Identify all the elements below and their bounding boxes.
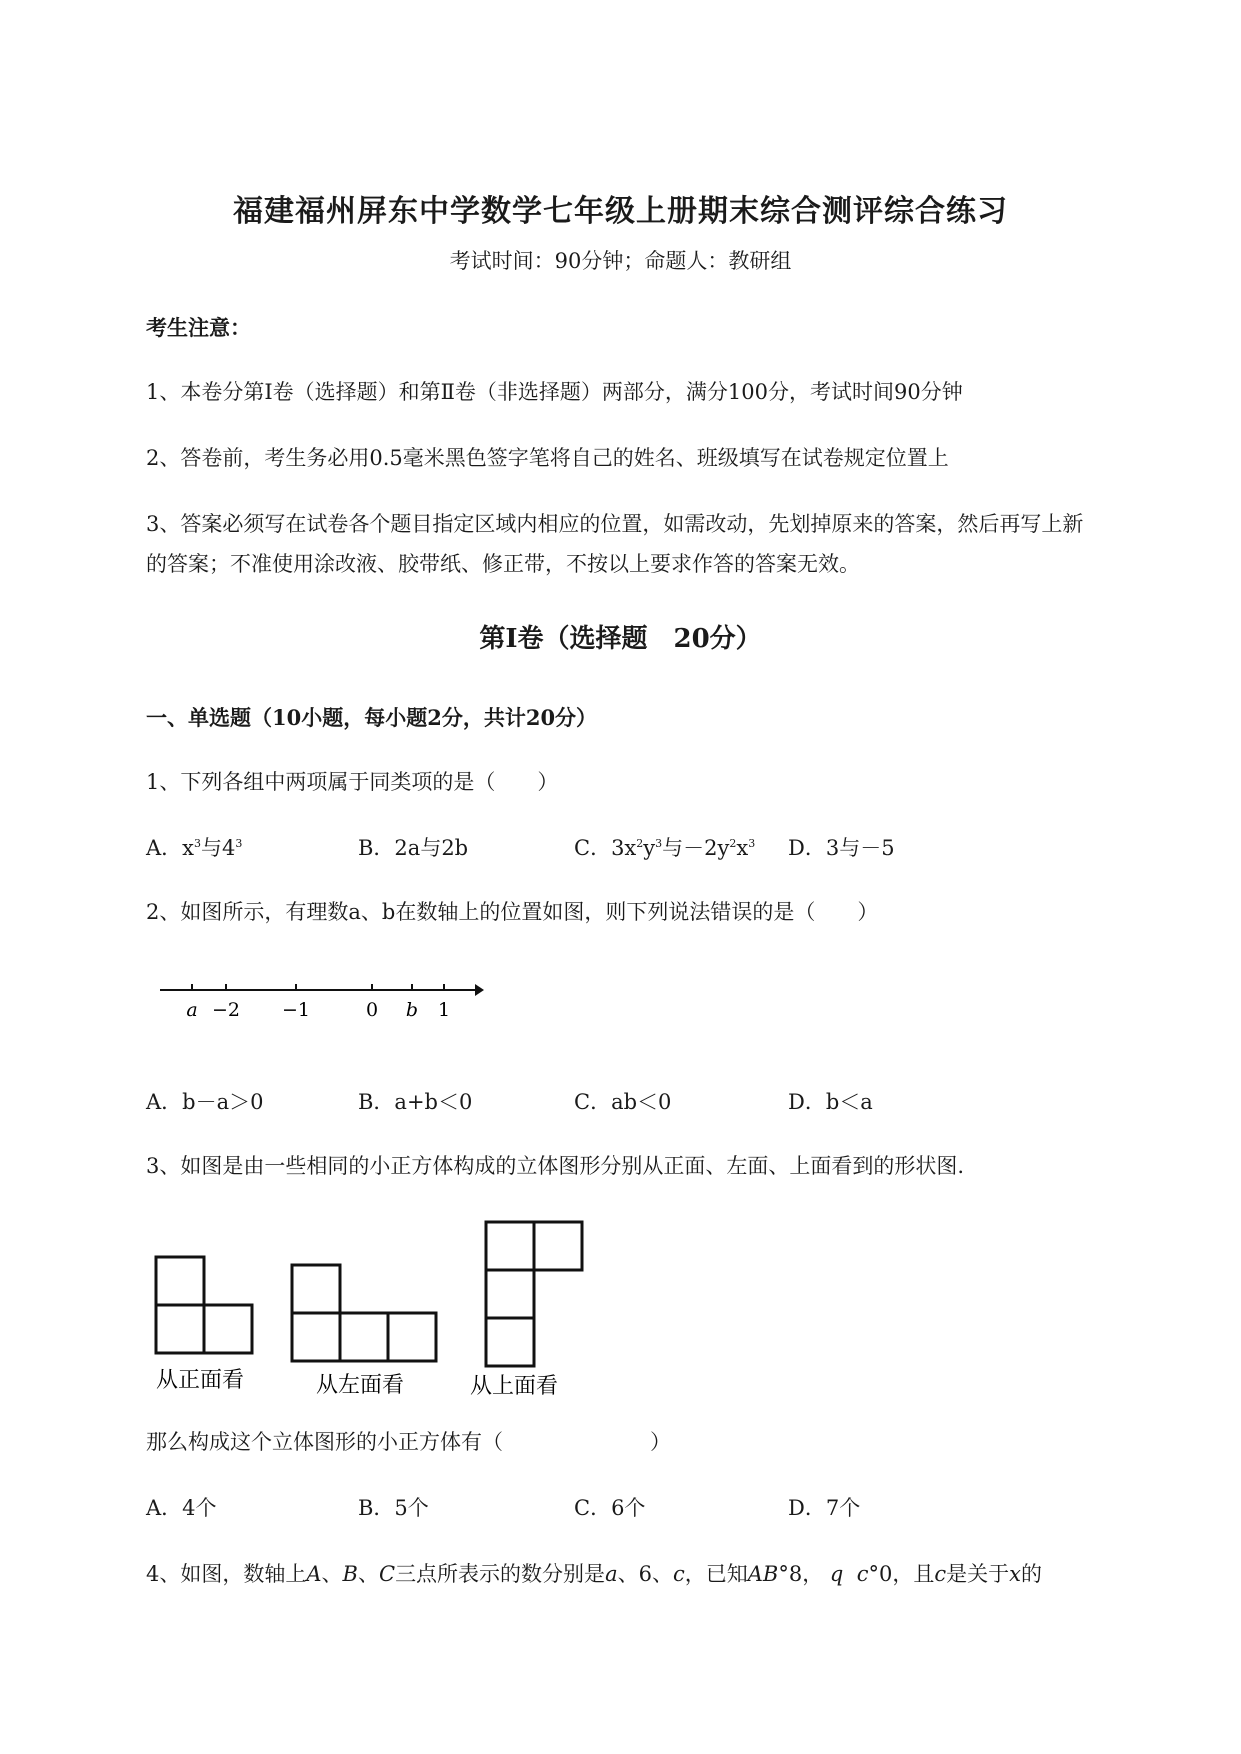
notice-item-3: 3、答案必须写在试卷各个题目指定区域内相应的位置，如需改动，先划掉原来的答案，然后再写上新 — [146, 512, 1084, 536]
left-view-label: 从左面看 — [316, 1373, 405, 1395]
left-view — [292, 1265, 436, 1361]
axis-label-minus-2: −2 — [211, 999, 241, 1021]
part-heading: 一、单选题（10小题，每小题2分，共计20分） — [146, 705, 598, 730]
front-view-label: 从正面看 — [156, 1368, 245, 1393]
question-3-option-a: A．4个 — [146, 1496, 217, 1520]
notice-heading: 考生注意： — [146, 315, 251, 340]
question-3-option-b: B．5个 — [358, 1496, 429, 1520]
question-2-option-d: D．b＜a — [788, 1090, 873, 1114]
question-2-stem: 2、如图所示，有理数a、b在数轴上的位置如图，则下列说法错误的是（ ） — [146, 900, 879, 924]
front-view — [156, 1257, 252, 1353]
top-view-label: 从上面看 — [470, 1374, 559, 1395]
number-line-figure — [150, 970, 490, 1040]
axis-label-a: a — [186, 999, 198, 1021]
question-3-option-c: C．6个 — [574, 1496, 646, 1520]
question-2-option-c: C．ab＜0 — [574, 1090, 672, 1114]
page-title: 福建福州屏东中学数学七年级上册期末综合测评综合练习 — [233, 194, 1008, 229]
exam-info: 考试时间：90分钟；命题人：教研组 — [449, 249, 792, 273]
question-1-stem: 1、下列各组中两项属于同类项的是（ ） — [146, 770, 559, 794]
question-3-stem-2: 那么构成这个立体图形的小正方体有（ ） — [146, 1430, 671, 1454]
notice-item-1: 1、本卷分第I卷（选择题）和第Ⅱ卷（非选择题）两部分，满分100分，考试时间90分钟 — [146, 380, 963, 404]
question-4-stem: 4、如图，数轴上A、B、C三点所表示的数分别是a、6、c，已知AB°8， q c°0，且c是关于x的 — [146, 1562, 1042, 1586]
axis-label-1: 1 — [437, 999, 451, 1021]
question-1-option-a: A．$x^3$与$4^3$ — [146, 836, 243, 860]
question-2-option-a: A．b－a＞0 — [146, 1090, 264, 1114]
notice-item-3-cont: 的答案；不准使用涂改液、胶带纸、修正带，不按以上要求作答的答案无效。 — [146, 552, 860, 576]
question-1-option-d: D．3与－5 — [788, 836, 895, 860]
question-2-option-b: B．a+b＜0 — [358, 1090, 473, 1114]
top-view — [486, 1222, 582, 1366]
number-line-arrow — [475, 984, 484, 996]
axis-label-b: b — [405, 999, 419, 1021]
three-views-figure — [140, 1215, 600, 1395]
axis-label-0: 0 — [365, 999, 379, 1021]
question-1-option-b: B．2a与2b — [358, 836, 469, 860]
section-title: 第I卷（选择题 20分） — [479, 624, 762, 654]
axis-label-minus-1: −1 — [281, 999, 311, 1021]
question-3-option-d: D．7个 — [788, 1496, 861, 1520]
notice-item-2: 2、答卷前，考生务必用0.5毫米黑色签字笔将自己的姓名、班级填写在试卷规定位置上 — [146, 446, 949, 470]
question-1-option-c: C．$3x^2y^3$与$-2y^2x^3$ — [574, 836, 756, 860]
question-3-stem: 3、如图是由一些相同的小正方体构成的立体图形分别从正面、左面、上面看到的形状图. — [146, 1154, 965, 1178]
